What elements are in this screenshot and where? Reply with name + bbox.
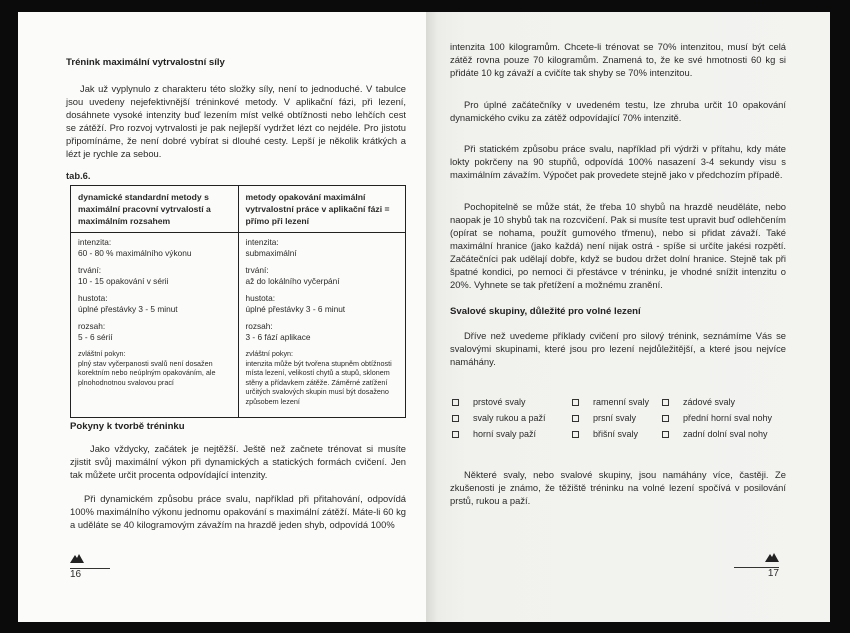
- page-number: 17: [767, 568, 779, 579]
- cell-label: intenzita:: [245, 237, 279, 247]
- checkbox-bullet-icon: [662, 415, 669, 422]
- list-item: [662, 413, 802, 423]
- list-item: [452, 413, 572, 423]
- left-page: [18, 12, 426, 622]
- paragraph: Pro úplné začátečníky v uvedeném testu, lze zhruba určit 10 opakování dynamického cviku za zátěž odpovídající 70% intenzitě.: [450, 99, 786, 123]
- cell-value: 60 - 80 % maximálního výkonu: [78, 248, 192, 258]
- paragraph: Při dynamickém způsobu práce svalu, například při přitahování, odpovídá 100% maximálního výkonu jednomu opakování s maximální zátěží. Máte-li 60 kg a uděláte se 40 kilogramovým závažím na hrazdě jeden shyb, odpovídá 100%: [70, 493, 406, 530]
- paragraph: intenzita 100 kilogramům. Chcete-li trénovat se 70% intenzitou, musí být celá zátěž rovna pouze 70 kilogramům. Znamená to, že ke své hmotnosti 60 kg si přidáte 10 kg závaží a cvičíte tak shyby se 70% intenzitou.: [450, 41, 786, 78]
- cell-label: hustota:: [245, 293, 276, 303]
- table-cell: [238, 233, 406, 418]
- paragraph: Pochopitelně se může stát, že třeba 10 shybů na hrazdě neuděláte, nebo naopak je 10 shybů tak na rozcvičení. Pak si musíte test upravit buď odlehčením (opírat se nohama, použít gumového třmenu), nebo si přidat závaží. Také maximální hranice (jako každá) není nijak ostrá - spíše si určíte jakési rozpětí. Začátečníci pak udělají dobře, když se budou držet dolní hranice. Stejně tak při špatné kondici, po nemoci či přestávce v tréninku, je vhodné snížit intenzitu o 20%. Vyhnete se tak přetížení a možnému zranění.: [450, 201, 786, 290]
- table-header: metody opakování maximální vytrvalostní práce v aplikační fázi = přímo při lezení: [238, 186, 406, 233]
- cell-label: trvání:: [245, 265, 269, 275]
- list-item-label: zádové svaly: [683, 397, 736, 407]
- cell-value: 5 - 6 sérií: [78, 332, 113, 342]
- list-item-label: břišní svaly: [593, 429, 639, 439]
- section-heading: Trénink maximální vytrvalostní síly: [66, 57, 225, 68]
- list-item: [662, 429, 802, 439]
- section-heading: Svalové skupiny, důležité pro volné lezení: [450, 306, 641, 317]
- cell-value: úplné přestávky 3 - 5 minut: [78, 304, 178, 314]
- cell-label: intenzita:: [78, 237, 112, 247]
- paragraph: Některé svaly, nebo svalové skupiny, jsou namáhány více, častěji. Ze zkušenosti je známo, že těžiště tréninku na volné lezení spočívá v posilování prstů, rukou a paží.: [450, 469, 786, 506]
- paragraph: Při statickém způsobu práce svalu, například při výdrži v přítahu, kdy máte lokty pokrčeny na 90 stupňů, odpovídá 100% nasazení 3-4 sekundy visu s maximálním závažím. Výpočet pak provedete stejně jako v předchozím případě.: [450, 143, 786, 180]
- list-item-label: přední horní sval nohy: [683, 413, 773, 423]
- list-item: [572, 429, 662, 439]
- paragraph: Jako vždycky, začátek je nejtěžší. Ještě než začnete trénovat si musíte zjistit svůj maximální výkon při dynamických a statických formách cvičení. Jen tak můžete určit procenta odpovídající intenzity.: [70, 443, 406, 480]
- list-item: [572, 397, 662, 407]
- cell-value: intenzita může být tvořena stupněm obtížnosti místa lezení, velikostí chytů a stupů, sklonem stěny a přídavkem zátěže. Záměrné zatížení určitých svalových skupin musí být dosaženo způsobem lezení: [245, 358, 392, 406]
- cell-value: plný stav vyčerpanosti svalů není dosažen korektním nebo neúplným opakováním, ale plnohodnotnou svalovou prací: [78, 358, 216, 387]
- page-number: 16: [70, 569, 82, 580]
- list-item-label: prstové svaly: [473, 397, 526, 407]
- methods-table: [70, 185, 406, 418]
- list-item-label: svaly rukou a paží: [473, 413, 546, 423]
- cell-label: trvání:: [78, 265, 102, 275]
- cell-label: rozsah:: [245, 321, 273, 331]
- checkbox-bullet-icon: [662, 431, 669, 438]
- list-item: [452, 397, 572, 407]
- right-page: [426, 12, 830, 622]
- list-item-label: zadní dolní sval nohy: [683, 429, 768, 439]
- checkbox-bullet-icon: [452, 431, 459, 438]
- cell-value: 3 - 6 fází aplikace: [245, 332, 311, 342]
- checkbox-bullet-icon: [572, 431, 579, 438]
- list-item: [662, 397, 802, 407]
- list-item-label: ramenní svaly: [593, 397, 650, 407]
- cell-value: submaximální: [245, 248, 297, 258]
- cell-value: 10 - 15 opakování v sérii: [78, 276, 169, 286]
- list-item: [572, 413, 662, 423]
- paragraph: Jak už vyplynulo z charakteru této složky síly, není to jednoduché. V tabulce jsou uvedeny nejefektivnější tréninkové metody. V aplikační fázi, při lezení, dosáhnete vysoké intenzity buď lezením míst velké obtížnosti nebo lehčích cest se zátěží. Pro rozvoj vytrvalosti je pak nejlepší vydržet lézt co nejdéle. Pro jistotu připomínáme, že není dobré vybírat si dlouhé cesty. Lepší je několik krátkých a lézt je rychle za sebou.: [66, 83, 406, 159]
- checkbox-bullet-icon: [572, 415, 579, 422]
- page-footer: [70, 550, 110, 580]
- checkbox-bullet-icon: [452, 399, 459, 406]
- list-item: [452, 429, 572, 439]
- cell-value: úplné přestávky 3 - 6 minut: [245, 304, 346, 314]
- cell-label: zvláštní pokyn:: [78, 349, 126, 358]
- mountain-logo-icon: [765, 553, 779, 562]
- list-item-label: prsní svaly: [593, 413, 637, 423]
- muscle-group-list: [452, 397, 802, 439]
- table-label: tab.6.: [66, 170, 91, 181]
- page-footer: [734, 549, 779, 579]
- list-item-label: horní svaly paží: [473, 429, 537, 439]
- section-heading: Pokyny k tvorbě tréninku: [70, 421, 185, 432]
- paragraph: Dříve než uvedeme příklady cvičení pro silový trénink, seznámíme Vás se svalovými skupinami, které jsou pro lezení nejdůležitější, a které jsou nejvíce namáhány.: [450, 330, 786, 367]
- mountain-logo-icon: [70, 554, 84, 563]
- checkbox-bullet-icon: [452, 415, 459, 422]
- table-cell: [71, 233, 239, 418]
- checkbox-bullet-icon: [572, 399, 579, 406]
- cell-label: hustota:: [78, 293, 108, 303]
- cell-label: zvláštní pokyn:: [245, 349, 294, 358]
- table-header: dynamické standardní metody s maximální pracovní vytrvalostí a maximálním rozsahem: [71, 186, 239, 233]
- cell-label: rozsah:: [78, 321, 106, 331]
- cell-value: až do lokálního vyčerpání: [245, 276, 340, 286]
- checkbox-bullet-icon: [662, 399, 669, 406]
